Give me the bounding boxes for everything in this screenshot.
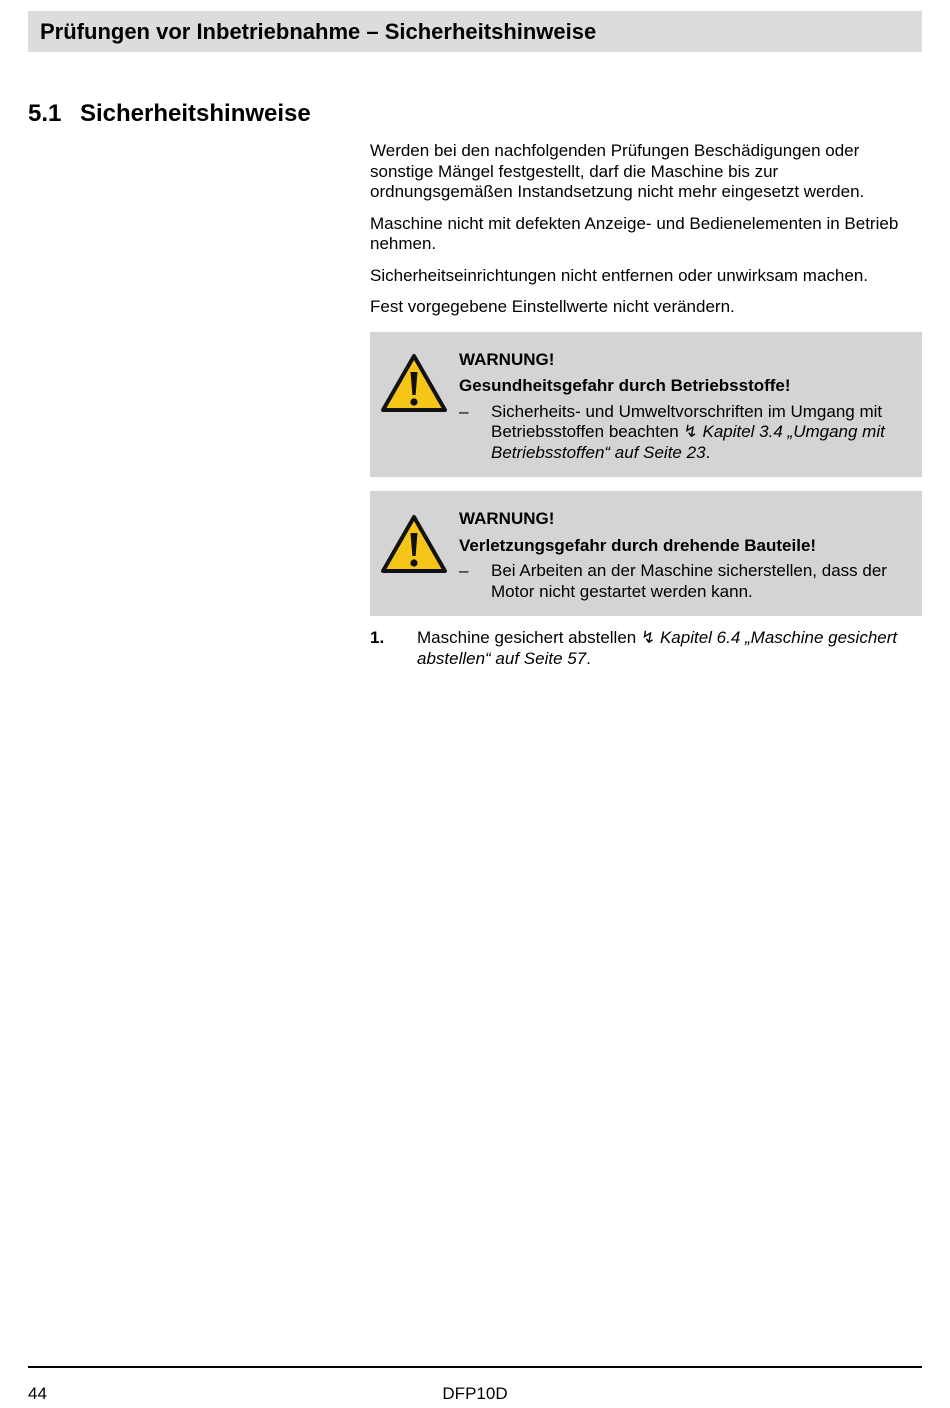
cross-reference-link[interactable]: Kapitel 6.4 „Maschine gesichert abstellen“ auf Seite 57 (417, 628, 898, 668)
warning-box (370, 491, 922, 616)
step-number: 1. (370, 628, 385, 647)
reference-arrow-icon: ↯ (683, 422, 698, 441)
warning-item-text: Sicherheits- und Umweltvorschriften im Umgang mit Betriebsstoffen beachten (491, 401, 883, 441)
warning-triangle-icon (379, 352, 449, 414)
step-body (417, 628, 922, 669)
warning-label: WARNUNG! (459, 349, 555, 369)
paragraph: Sicherheitseinrichtungen nicht entfernen oder unwirksam machen. (370, 265, 868, 285)
section-heading (28, 100, 311, 128)
reference-arrow-icon: ↯ (640, 628, 656, 647)
warning-item-body (491, 402, 910, 464)
ref-suffix: . (705, 442, 711, 462)
footer-divider (28, 1366, 922, 1368)
paragraph: Fest vorgegebene Einstellwerte nicht verändern. (370, 297, 735, 316)
warning-item-text: Bei Arbeiten an der Maschine sicherstellen, dass der Motor nicht gestartet werden kann. (491, 561, 887, 601)
page-header (28, 11, 922, 52)
step-item (370, 628, 922, 669)
section-title: Sicherheitshinweise (80, 100, 311, 127)
warning-item (459, 561, 910, 602)
paragraph: Maschine nicht mit defekten Anzeige- und Bedienelementen in Betrieb nehmen. (370, 213, 899, 253)
ref-suffix: . (586, 648, 591, 668)
warning-triangle-icon (379, 513, 449, 575)
page-number: 44 (28, 1384, 47, 1403)
warning-hazard: Verletzungsgefahr durch drehende Bauteile! (459, 535, 817, 555)
paragraph: Werden bei den nachfolgenden Prüfungen Beschädigungen oder sonstige Mängel festgestellt, darf die Maschine bis zur ordnungsgemäßen Instandsetzung nicht mehr eingesetzt werden. (370, 141, 865, 201)
document-id: DFP10D (442, 1384, 508, 1403)
warning-hazard: Gesundheitsgefahr durch Betriebsstoffe! (459, 376, 791, 395)
main-content (370, 141, 922, 669)
dash-bullet: – (459, 561, 469, 580)
dash-bullet: – (459, 401, 469, 421)
step-text: Maschine gesichert abstellen (417, 628, 637, 647)
section-number: 5.1 (28, 100, 62, 127)
page-header-title: Prüfungen vor Inbetriebnahme – Sicherheitshinweise (40, 18, 597, 44)
warning-label: WARNUNG! (459, 509, 555, 528)
warning-box (370, 332, 922, 478)
warning-item (459, 402, 910, 464)
cross-reference-link[interactable]: Kapitel 3.4 „Umgang mit Betriebsstoffen“ auf Seite 23 (491, 422, 885, 462)
